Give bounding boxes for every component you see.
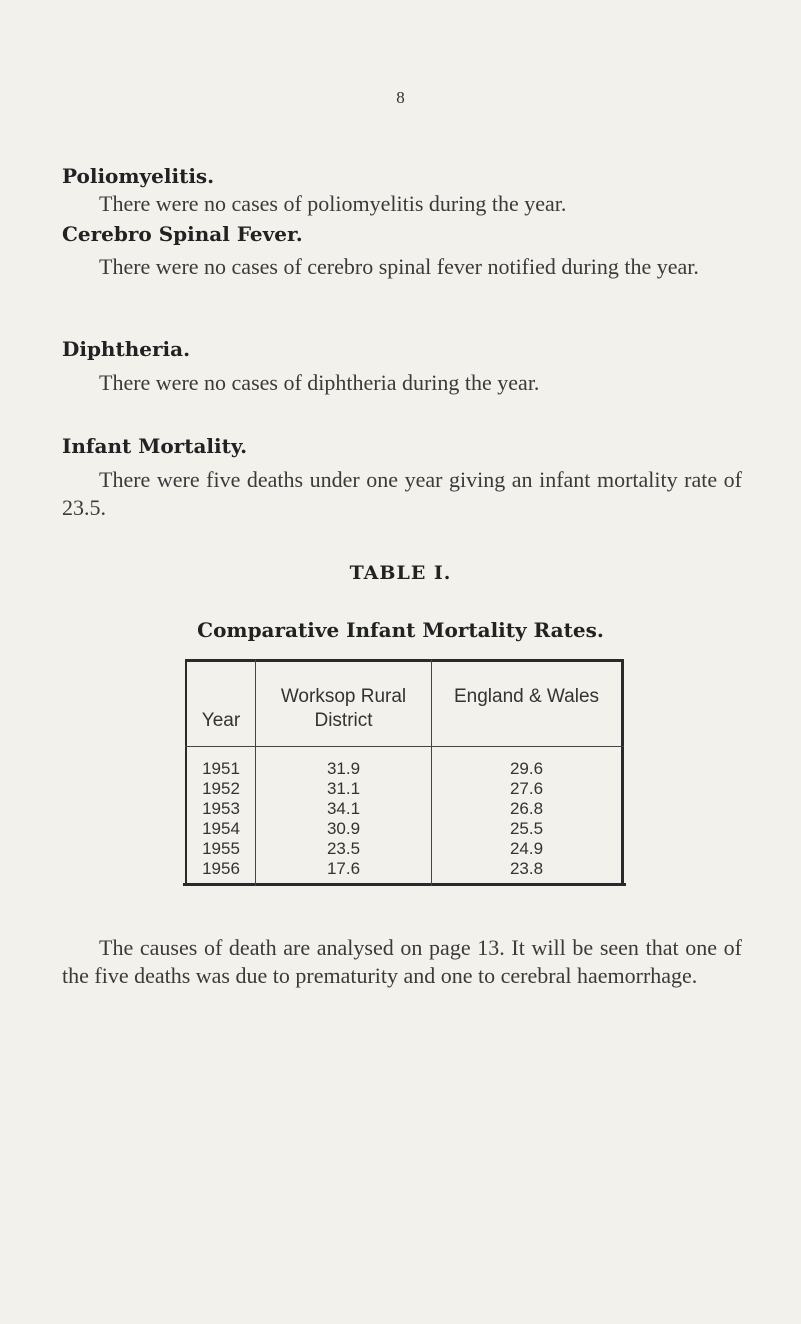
table-cell-england-wales: 29.6: [509, 759, 544, 778]
table-cell-year: 1955: [202, 839, 240, 858]
table-cell-england-wales: 27.6: [509, 779, 544, 798]
mortality-table: [185, 659, 624, 886]
table-cell-year: 1954: [202, 819, 240, 838]
table-border-top: [185, 659, 624, 662]
table-header-divider: [185, 746, 624, 747]
table-cell-england-wales: 23.8: [509, 859, 544, 878]
table-cell-england-wales: 24.9: [509, 839, 544, 858]
paragraph-infant-mortality: There were five deaths under one year giving an infant mortality rate of 23.5.: [62, 467, 742, 520]
table-caption: Comparative Infant Mortality Rates.: [197, 618, 604, 642]
table-label: TABLE I.: [349, 562, 452, 584]
paragraph-cerebro-spinal-fever: There were no cases of cerebro spinal fever notified during the year.: [99, 254, 699, 279]
table-cell-year: 1951: [202, 759, 240, 778]
paragraph-poliomyelitis: There were no cases of poliomyelitis during the year.: [99, 191, 567, 216]
table-cell-year: 1953: [202, 799, 240, 818]
table-border-bottom: [183, 883, 626, 886]
table-cell-worksop: 31.9: [326, 759, 361, 778]
table-cell-worksop: 31.1: [326, 779, 361, 798]
table-cell-england-wales: 26.8: [509, 799, 544, 818]
table-header-worksop: Worksop Rural District: [280, 686, 407, 731]
closing-paragraph: The causes of death are analysed on page 13. It will be seen that one of the five deaths was due to prematurity and one to cerebral haemorrhage.: [62, 935, 742, 988]
heading-cerebro-spinal-fever: Cerebro Spinal Fever.: [62, 222, 303, 246]
table-cell-worksop: 23.5: [326, 839, 361, 858]
paragraph-diphtheria: There were no cases of diphtheria during the year.: [99, 370, 540, 395]
table-cell-worksop: 17.6: [326, 859, 361, 878]
table-border-right: [621, 659, 624, 886]
table-cell-year: 1952: [202, 779, 240, 798]
table-header-year: Year: [201, 710, 241, 731]
heading-infant-mortality: Infant Mortality.: [62, 434, 248, 458]
table-cell-england-wales: 25.5: [509, 819, 544, 838]
page-number: 8: [396, 88, 405, 107]
table-cell-worksop: 34.1: [326, 799, 361, 818]
heading-poliomyelitis: Poliomyelitis.: [62, 164, 215, 188]
table-cell-worksop: 30.9: [326, 819, 361, 838]
heading-diphtheria: Diphtheria.: [62, 337, 191, 361]
table-cell-year: 1956: [202, 859, 240, 878]
table-header-england-wales: England & Wales: [453, 686, 600, 707]
